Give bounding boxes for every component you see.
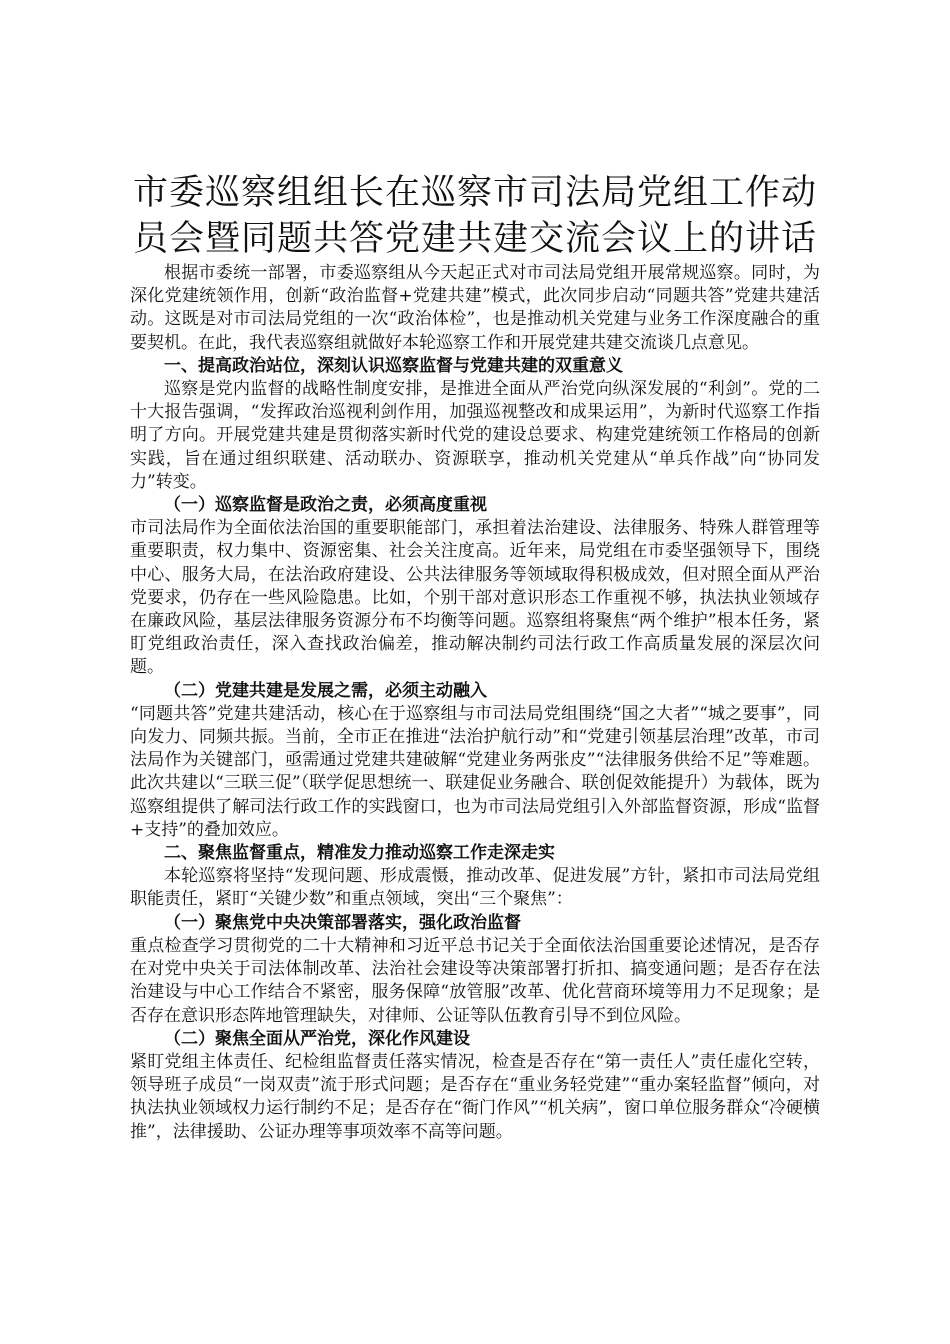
section-2-subheading-1: （一）聚焦党中央决策部署落实，强化政治监督 [164,912,521,933]
section-1-sub-2-paragraph: “同题共答”党建共建活动，核心在于巡察组与市司法局党组围绕“国之大者”“城之要事”，同向发力、同频共振。当前，全市正在推进“法治护航行动”和“党建引领基层治理”改革，市司法局作为关键部门，亟需通过党建共建破解“党建业务两张皮”“法律服务供给不足”等难题。此次共建以“三联三促”（联学促思想统一、联建促业务融合、联创促效能提升）为载体，既为巡察组提供了解司法行政工作的实践窗口，也为市司法局党组引入外部监督资源，形成“监督+支持”的叠加效应。 [130,703,820,840]
section-1-subheading-2: （二）党建共建是发展之需，必须主动融入 [164,680,487,701]
intro-paragraph: 根据市委统一部署，市委巡察组从今天起正式对市司法局党组开展常规巡察。同时，为深化党建统领作用，创新“政治监督+党建共建”模式，此次同步启动“同题共答”党建共建活动。这既是对市司法局党组的一次“政治体检”，也是推动机关党建与业务工作深度融合的重要契机。在此，我代表巡察组就做好本轮巡察工作和开展党建共建交流谈几点意见。 [130,263,820,353]
document-title: 市委巡察组组长在巡察市司法局党组工作动员会暨同题共答党建共建交流会议上的讲话 [132,173,817,259]
section-1-subheading-1: （一）巡察监督是政治之责，必须高度重视 [164,495,487,516]
section-2-sub-1-paragraph: 重点检查学习贯彻党的二十大精神和习近平总书记关于全面依法治国重要论述情况，是否存在对党中央关于司法体制改革、法治社会建设等决策部署打折扣、搞变通问题；是否存在法治建设与中心工作结合不紧密，服务保障“放管服”改革、优化营商环境等用力不足现象；是否存在意识形态阵地管理缺失，对律师、公证等队伍教育引导不到位风险。 [130,935,820,1026]
section-1-sub-1-paragraph: 市司法局作为全面依法治国的重要职能部门，承担着法治建设、法律服务、特殊人群管理等重要职责，权力集中、资源密集、社会关注度高。近年来，局党组在市委坚强领导下，围绕中心、服务大局，在法治政府建设、公共法律服务等领域取得积极成效，但对照全面从严治党要求，仍存在一些风险隐患。比如，个别干部对意识形态工作重视不够，执法执业领域存在廉政风险，基层法律服务资源分布不均衡等问题。巡察组将聚焦“两个维护”根本任务，紧盯党组政治责任，深入查找政治偏差，推动解决制约司法行政工作高质量发展的深层次问题。 [130,518,820,678]
section-2-subheading-2: （二）聚焦全面从严治党，深化作风建设 [164,1028,470,1049]
section-1-heading: 一、提高政治站位，深刻认识巡察监督与党建共建的双重意义 [164,355,623,376]
section-2-sub-2-paragraph: 紧盯党组主体责任、纪检组监督责任落实情况，检查是否存在“第一责任人”责任虚化空转，领导班子成员“一岗双责”流于形式问题；是否存在“重业务轻党建”“重办案轻监督”倾向，对执法执业领域权力运行制约不足；是否存在“衙门作风”“机关病”，窗口单位服务群众“冷硬横推”，法律援助、公证办理等事项效率不高等问题。 [130,1051,820,1142]
section-2-heading: 二、聚焦监督重点，精准发力推动巡察工作走深走实 [164,843,555,864]
section-2-paragraph: 本轮巡察将坚持“发现问题、形成震慑，推动改革、促进发展”方针，紧扣市司法局党组职能责任，紧盯“关键少数”和重点领域，突出“三个聚焦”： [130,866,820,910]
document-page [130,170,820,1144]
section-1-paragraph: 巡察是党内监督的战略性制度安排，是推进全面从严治党向纵深发展的“利剑”。党的二十大报告强调，“发挥政治巡视利剑作用，加强巡视整改和成果运用”，为新时代巡察工作指明了方向。开展党建共建是贯彻落实新时代党的建设总要求、构建党建统领工作格局的创新实践，旨在通过组织联建、活动联办、资源联享，推动机关党建从“单兵作战”向“协同发力”转变。 [130,379,820,492]
